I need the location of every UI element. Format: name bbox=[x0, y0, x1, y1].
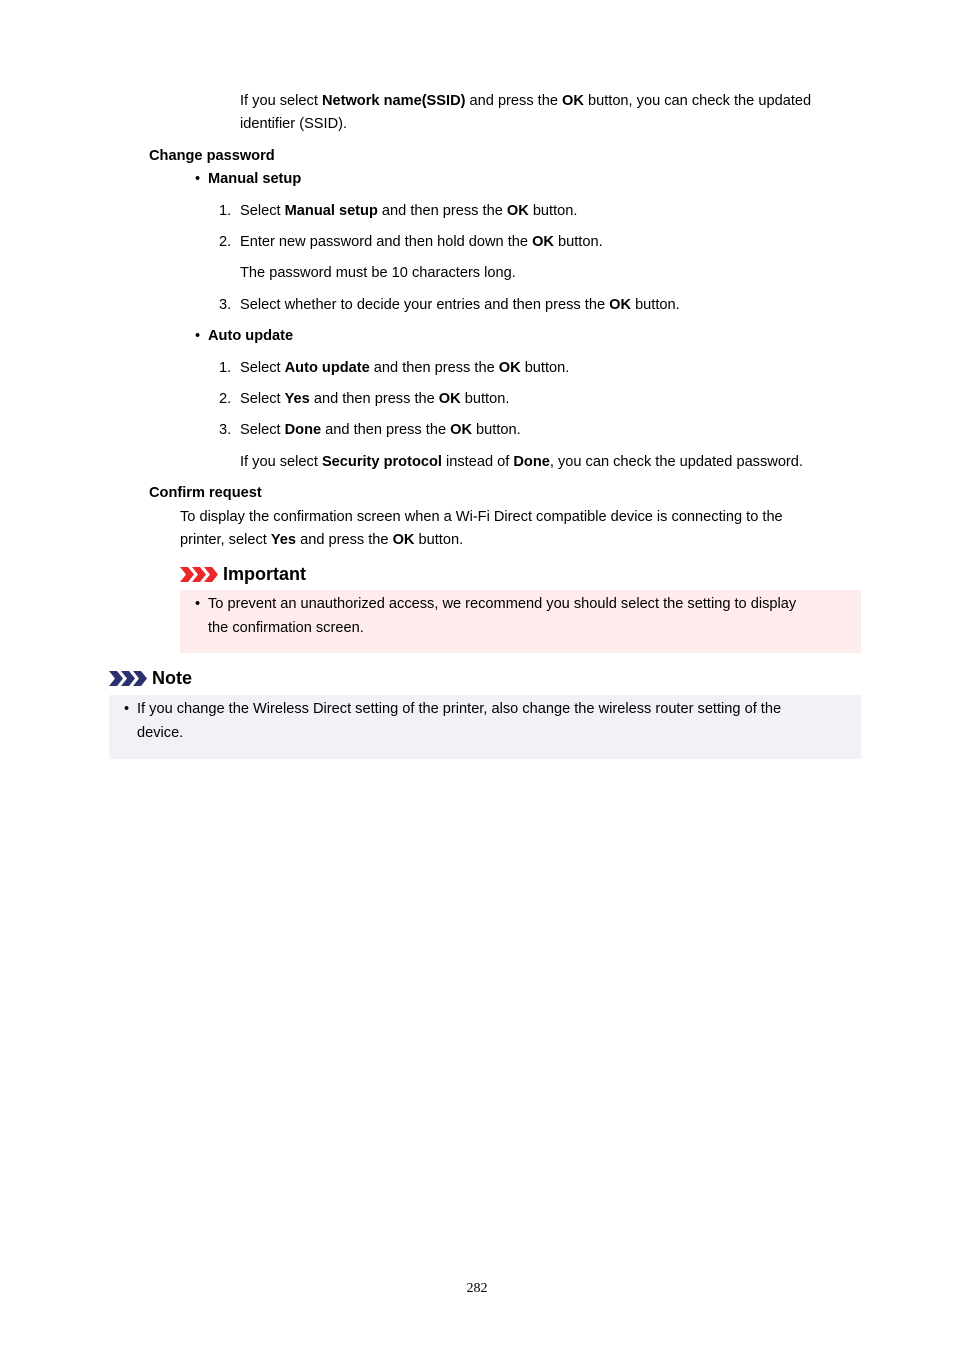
step-text: and then press the bbox=[321, 422, 451, 438]
step-emphasis: OK bbox=[438, 391, 461, 407]
confirm-text: printer, select bbox=[180, 532, 271, 548]
followup-text: If you select bbox=[240, 454, 322, 470]
auto-update-followup bbox=[240, 451, 803, 474]
important-line-2: the confirmation screen. bbox=[208, 620, 364, 636]
step-emphasis: Manual setup bbox=[284, 203, 378, 219]
step-number: 2. bbox=[219, 391, 232, 407]
step-text: Enter new password and then hold down the bbox=[240, 234, 533, 250]
step-text: Select bbox=[240, 422, 285, 438]
intro-text: button, you can check the updated bbox=[583, 93, 812, 109]
step-number: 3. bbox=[219, 297, 232, 313]
bullet: • bbox=[195, 596, 201, 612]
important-line-1: To prevent an unauthorized access, we recommend you should select the setting to display bbox=[208, 596, 797, 612]
manual-step-2 bbox=[240, 231, 603, 254]
step-emphasis: OK bbox=[609, 297, 632, 313]
step-text: and then press the bbox=[309, 391, 439, 407]
bullet: • bbox=[195, 171, 201, 187]
change-password-heading: Change password bbox=[149, 148, 275, 164]
step-emphasis: Yes bbox=[284, 391, 310, 407]
followup-emphasis: Done bbox=[513, 454, 550, 470]
followup-emphasis: Security protocol bbox=[321, 454, 442, 470]
step-emphasis: Done bbox=[284, 422, 322, 438]
step-text: Select bbox=[240, 203, 285, 219]
step-emphasis: OK bbox=[532, 234, 554, 250]
auto-update-title: Auto update bbox=[208, 328, 294, 344]
important-title: Important bbox=[223, 564, 306, 584]
note-line-2: device. bbox=[137, 725, 184, 741]
auto-step-2 bbox=[240, 388, 509, 411]
step-text: button. bbox=[553, 234, 603, 250]
password-length-note: The password must be 10 characters long. bbox=[240, 265, 516, 281]
intro-emphasis: OK bbox=[562, 93, 584, 109]
step-text: button. bbox=[520, 360, 570, 376]
intro-line-1 bbox=[240, 90, 811, 113]
auto-step-3 bbox=[240, 419, 521, 442]
step-text: and then press the bbox=[369, 360, 499, 376]
confirm-text: and press the bbox=[296, 532, 393, 548]
bullet: • bbox=[195, 328, 201, 344]
step-text: Select bbox=[240, 391, 285, 407]
manual-setup-title: Manual setup bbox=[208, 171, 302, 187]
step-text: button. bbox=[460, 391, 510, 407]
page-number: 282 bbox=[466, 1281, 488, 1296]
followup-text: instead of bbox=[441, 454, 514, 470]
step-emphasis: OK bbox=[498, 360, 521, 376]
confirm-request-line-1: To display the confirmation screen when a Wi-Fi Direct compatible device is connecting to the bbox=[180, 509, 783, 525]
intro-text: If you select bbox=[240, 93, 322, 109]
step-text: Select whether to decide your entries and then press the bbox=[240, 297, 610, 313]
step-text: and then press the bbox=[377, 203, 507, 219]
intro-emphasis: Network name(SSID) bbox=[321, 93, 466, 109]
step-number: 1. bbox=[219, 360, 232, 376]
manual-step-1 bbox=[240, 200, 577, 223]
note-icon bbox=[109, 670, 149, 691]
followup-text: , you can check the updated password. bbox=[549, 454, 803, 470]
intro-line-2: identifier (SSID). bbox=[240, 116, 348, 132]
step-number: 2. bbox=[219, 234, 232, 250]
bullet: • bbox=[124, 701, 130, 717]
step-text: button. bbox=[472, 422, 521, 438]
step-emphasis: Auto update bbox=[284, 360, 370, 376]
step-emphasis: OK bbox=[506, 203, 529, 219]
confirm-request-heading: Confirm request bbox=[149, 485, 262, 501]
confirm-emphasis: Yes bbox=[270, 532, 297, 548]
confirm-emphasis: OK bbox=[392, 532, 415, 548]
manual-step-3 bbox=[240, 294, 680, 317]
step-number: 1. bbox=[219, 203, 232, 219]
confirm-request-line-2 bbox=[180, 529, 463, 552]
step-text: button. bbox=[631, 297, 680, 313]
intro-text: and press the bbox=[465, 93, 563, 109]
step-number: 3. bbox=[219, 422, 232, 438]
confirm-text: button. bbox=[414, 532, 464, 548]
auto-step-1 bbox=[240, 357, 569, 380]
step-emphasis: OK bbox=[450, 422, 472, 438]
step-text: Select bbox=[240, 360, 285, 376]
note-title: Note bbox=[152, 668, 192, 688]
important-icon bbox=[180, 566, 220, 587]
note-line-1: If you change the Wireless Direct setting of the printer, also change the wireless router setting of the bbox=[137, 701, 782, 717]
step-text: button. bbox=[528, 203, 578, 219]
